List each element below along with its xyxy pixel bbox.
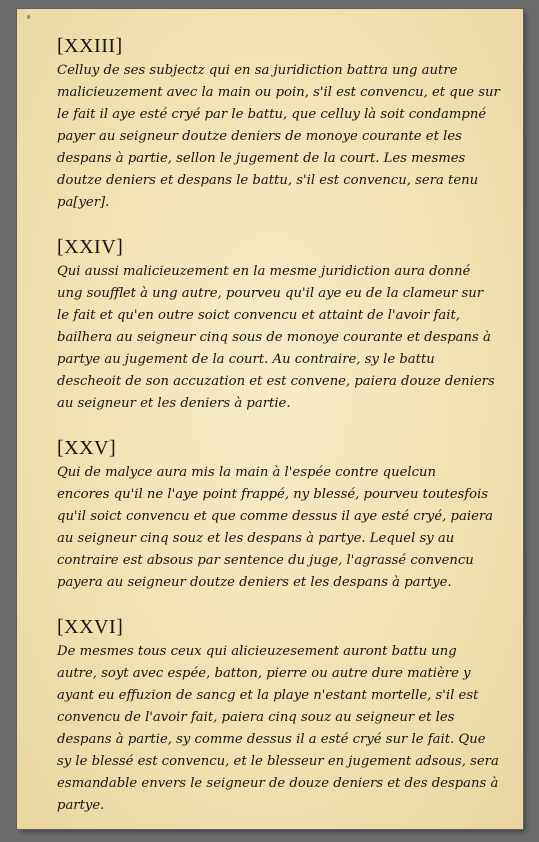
text-line: De mesmes tous ceux qui alicieuzesement auront battu ung — [57, 644, 457, 659]
text-line: ung soufflet à ung autre, pourveu qu'il aye eu de la clameur sur — [57, 286, 484, 301]
text-line: despans à partie, sy comme dessus il a esté cryé sur le fait. Que — [57, 732, 486, 747]
text-line: le fait et qu'en outre soict convencu et attaint de l'avoir fait, — [57, 308, 461, 323]
article-title: [XXIII] — [57, 35, 123, 57]
text-line: doutze deniers et despans le battu, s'il est convencu, sera tenu — [57, 173, 479, 188]
ink-speck — [27, 15, 30, 19]
text-line: payer au seigneur doutze deniers de monoye courante et les — [57, 129, 462, 144]
article-title: [XXVI] — [57, 616, 124, 638]
article-body — [57, 261, 497, 415]
text-line: partye au jugement de la court. Au contraire, sy le battu — [57, 352, 435, 367]
article-xxiii — [57, 35, 500, 214]
article-title: [XXV] — [57, 437, 117, 459]
text-line: autre, soyt avec espée, batton, pierre ou autre dure matière y — [57, 666, 471, 681]
text-line: descheoit de son accuzation et est convene, paiera douze deniers — [57, 374, 495, 389]
document-text — [57, 35, 500, 839]
text-line: au seigneur et les deniers à partie. — [57, 396, 291, 411]
article-xxvi — [57, 616, 497, 817]
article-title: [XXIV] — [57, 236, 124, 258]
text-line: Qui de malyce aura mis la main à l'espée contre quelcun — [57, 465, 436, 480]
text-line: ayant eu effuzion de sancg et la playe n'estant mortelle, s'il est — [57, 688, 479, 703]
text-line: sy le blessé est convencu, et le blesseur en jugement adsous, sera — [57, 754, 499, 769]
text-line: malicieuzement avec la main ou poin, s'il est convencu, et que sur — [57, 85, 500, 100]
article-body — [57, 60, 500, 214]
text-line: au seigneur cinq souz et les despans à partye. Lequel sy au — [57, 531, 455, 546]
text-line: despans à partie, sellon le jugement de la court. Les mesmes — [57, 151, 466, 166]
text-line: Celluy de ses subjectz qui en sa juridiction battra ung autre — [57, 63, 458, 78]
text-line: partye. — [57, 798, 105, 813]
article-xxv — [57, 437, 497, 594]
text-line: qu'il soict convencu et que comme dessus il aye esté cryé, paiera — [57, 509, 494, 524]
article-body — [57, 641, 497, 817]
text-line: Qui aussi malicieuzement en la mesme juridiction aura donné — [57, 264, 471, 279]
text-line: bailhera au seigneur cinq sous de monoye courante et despans à — [57, 330, 491, 345]
text-line: convencu de l'avoir fait, paiera cinq souz au seigneur et les — [57, 710, 455, 725]
text-line: esmandable envers le seigneur de douze deniers et des despans à — [57, 776, 499, 791]
text-line: payera au seigneur doutze deniers et les despans à partye. — [57, 575, 452, 590]
text-line: contraire est absous par sentence du juge, l'agrassé convencu — [57, 553, 474, 568]
article-xxiv — [57, 236, 497, 415]
text-line: le fait il aye esté cryé par le battu, que celluy là soit condampné — [57, 107, 487, 122]
text-line: encores qu'il ne l'aye point frappé, ny blessé, pourveu toutesfois — [57, 487, 489, 502]
article-body — [57, 462, 497, 594]
parchment-page — [17, 9, 523, 829]
text-line: pa[yer]. — [57, 195, 110, 210]
